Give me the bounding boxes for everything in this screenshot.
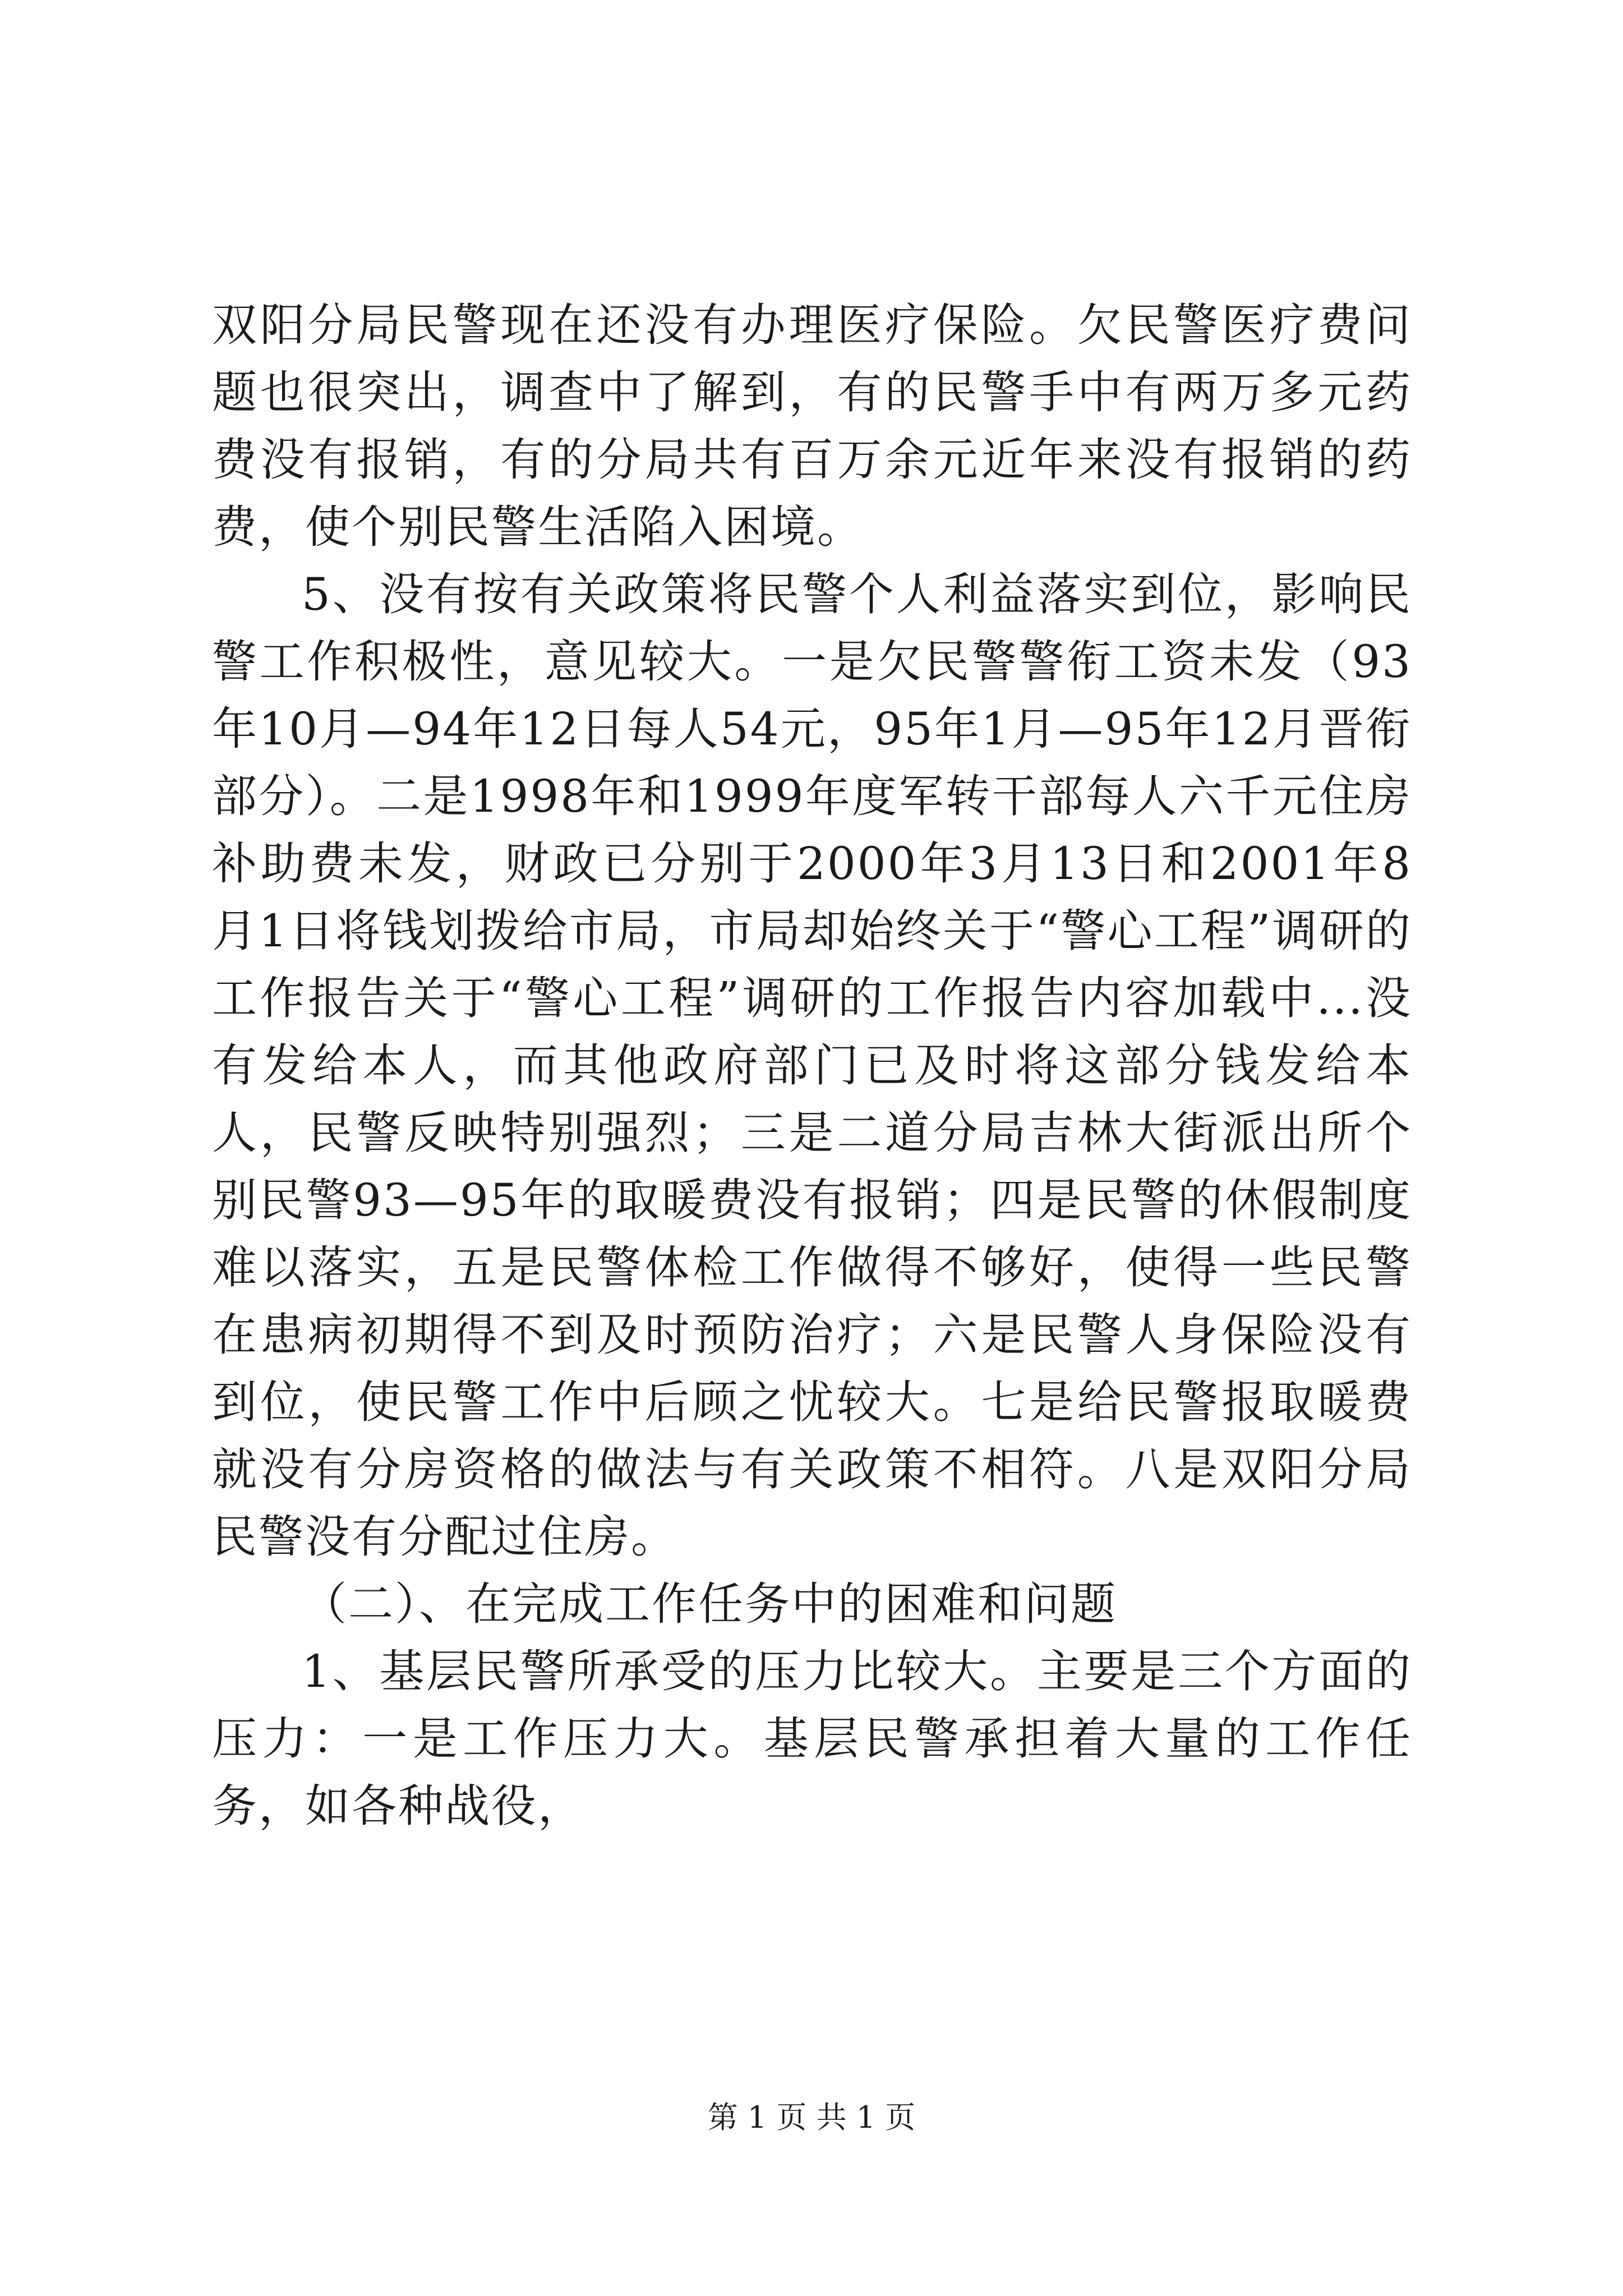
paragraph-item-5: 5、没有按有关政策将民警个人利益落实到位，影响民警工作积极性，意见较大。一是欠民警警衔工资未发（93年10月—94年12日每人54元，95年1月—95年12月晋衔部分）。二是1998年和1999年度军转干部每人六千元住房补助费未发，财政已分别于2000年3月13日和2001年8月1日将钱划拨给市局，市局却始终关于“警心工程”调研的工作报告关于“警心工程”调研的工作报告内容加载中...没有发给本人，而其他政府部门已及时将这部分钱发给本人，民警反映特别强烈；三是二道分局吉林大街派出所个别民警93—95年的取暖费没有报销；四是民警的休假制度难以落实，五是民警体检工作做得不够好，使得一些民警在患病初期得不到及时预防治疗；六是民警人身保险没有到位，使民警工作中后顾之忧较大。七是给民警报取暖费就没有分房资格的做法与有关政策不相符。八是双阳分局民警没有分配过住房。 (212, 568, 1412, 1563)
document-body (212, 292, 1412, 1840)
paragraph-item-1: 1、基层民警所承受的压力比较大。主要是三个方面的压力：一是工作压力大。基层民警承担着大量的工作任务，如各种战役， (212, 1645, 1412, 1832)
paragraph-continued-medical: 双阳分局民警现在还没有办理医疗保险。欠民警医疗费问题也很突出，调查中了解到，有的民警手中有两万多元药费没有报销，有的分局共有百万余元近年来没有报销的药费，使个别民警生活陷入困境。 (212, 299, 1412, 553)
section-heading-2: （二）、在完成工作任务中的困难和问题 (302, 1578, 1117, 1630)
page-number-footer: 第 1 页 共 1 页 (707, 2100, 916, 2135)
